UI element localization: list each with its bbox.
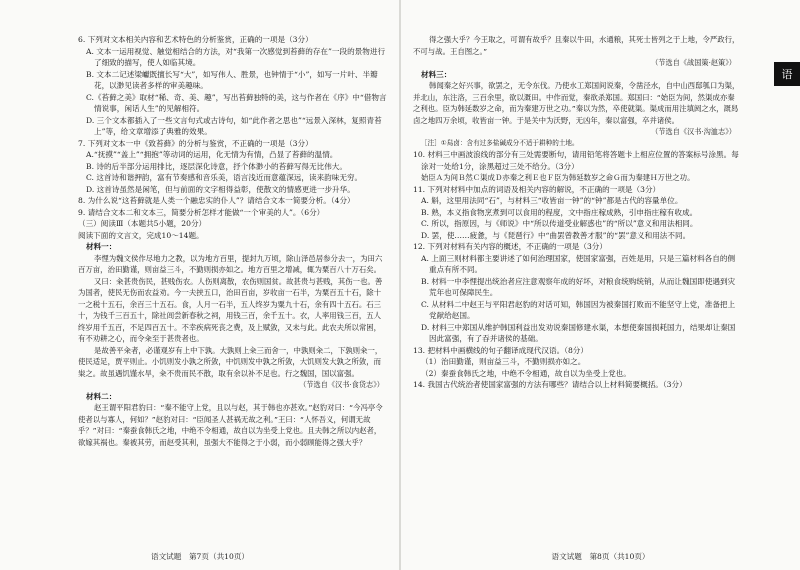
text-line: 9. 请结合文本二和文本三，简要分析怎样才能做“一个审美的人”。（6分） — [78, 207, 325, 217]
text-line: （节选自《战国策·赵策》） — [651, 58, 736, 67]
text-line: （节选自《汉书·食货志》） — [299, 380, 384, 389]
text-line: D. 罢，使……疲惫，与《琵琶行》中“曲罢曾教善才服”的“罢”意义和用法不同。 — [421, 230, 691, 240]
text-line: （节选自《汉书·沟洫志》） — [651, 127, 736, 136]
text-line: A. 文本一运用视觉、触觉相结合的方法，对“我第一次感觉到苔藓的存在”一段的景物进行了细致的描写，使人如临其境。 — [86, 46, 386, 67]
text-line: 又曰：籴甚贵伤民，甚贱伤农。人伤则离散，农伤则国贫。故甚贵与甚贱，其伤一也。善为国者，使民无伤而农益劝。今一夫挟五口，治田百亩，岁收亩一石半，为粟百五十石，除十一之税十五石，余百三十五石。食，人月一石半，五人终岁为粟九十石，余有四十五石。石三十，为钱千三百五十，除社闾尝新春秋之祠，用钱三百，余千五十。衣，人率用钱三百，五人终岁用千五百，不足四百五十。不幸疾病死丧之费，及上赋敛，又未与此。此农夫所以常困，有不劝耕之心，而令籴至于甚贵者也。 — [78, 276, 383, 343]
text-line: （2）秦蚕食韩氏之地，中绝不令相通，故自以为坐受上党也。 — [421, 368, 631, 378]
text-line: 得之强大乎？今王取之，可谓有故乎？且秦以牛田，水通粮，其死士皆列之于上地，令严政行，不可与战。王自图之。” — [413, 35, 740, 56]
text-line: 始臣Ａ为间Ｂ然Ｃ渠成Ｄ亦秦之利Ｅ也Ｆ臣为韩延数岁之命Ｇ而为秦建Ｈ万世之功。 — [421, 173, 695, 182]
text-line: C. 所以，指原因，与《师说》中“所以传道受业解惑也”的“所以”意义和用法相同。 — [421, 219, 698, 228]
text-line: 材料一： — [86, 242, 117, 251]
text-line: 7. 下列对文本一中《致苔藓》的分析与鉴赏，不正确的一项是（3分） — [78, 138, 313, 148]
text-line: 材料二： — [86, 391, 117, 401]
text-line: ［注］①舄卤：含有过多盐碱成分不适于耕种的土地。 — [421, 138, 579, 147]
text-line: B. 诗的后半部分运用排比，逐层深化诗意，抒个体渺小的苔藓写得无比伟大。 — [86, 161, 347, 171]
text-line: A.“抚摸”“盖上”“拥抱”等动词的运用，化无情为有情，凸显了苔藓的温情。 — [86, 150, 338, 159]
text-line: 8. 为什么说“这苔藓就是人类一个融忠实的仆人”？请结合文本一简要分析。（4分） — [78, 196, 355, 205]
right-page — [400, 0, 800, 570]
left-page-footer: 语文试题 第7页（共10页） — [150, 552, 250, 561]
text-line: 赵王谓平阳君豹曰：“秦不能守上党，且以与赵，其于韩也亦甚欢。”赵豹对曰：“今冯亭令使者以与寡人，何如？”赵豹对曰：“臣闻圣人甚祸无故之利。”王曰：“人怀吾义，何谓无故乎？”对曰：“秦蚕食韩氏之地，中绝不令相通，故自以为坐受上党也。且夫韩之所以内赵者，欲嫁其祸也。秦被其劳，而赵受其利，虽强大不能得之于小弱，而小弱顾能得之强大乎？ — [78, 403, 383, 447]
subject-tab: 语 — [774, 62, 800, 86]
text-line: B. 文本二记述梁巘既擅长写“大”，如写伟人、胜景，也钟情于“小”，如写一片叶、半瓣花，以渺见读者多样的审美趣味。 — [86, 69, 378, 90]
text-line: 13. 把材料中画横线的句子翻译成现代汉语。（8分） — [413, 345, 588, 355]
text-line: 14. 我国古代统治者使国家富强的方法有哪些？请结合以上材料简要概括。（3分） — [413, 380, 687, 389]
text-line: 12. 下列对材料有关内容的概述，不正确的一项是（3分） — [413, 242, 607, 251]
text-line: （1）治田勤谨，则亩益三斗，不勤则损亦如之。 — [421, 357, 586, 366]
text-line: 阅读下面的文言文，完成10～14题。 — [78, 230, 204, 240]
text-line: 6. 下列对文本相关内容和艺术特色的分析鉴赏，正确的一项是（3分） — [78, 35, 313, 44]
text-line: D. 材料三中郑国从维护韩国利益出发劝说秦国修建水渠，本想使秦国损耗国力，结果却让秦国因此富强，有了吞并诸侯的基础。 — [421, 322, 736, 343]
text-line: 韩闻秦之好兴事，欲罢之，无令东伐。乃使水工郑国间说秦，令凿泾水，自中山西邸瓠口为渠，并北山，东注洛，三百余里，欲以溉田。中作而觉，秦欲杀郑国。郑国曰：“始臣为间，然渠成亦秦之利也。臣为韩延数岁之命，而为秦建万世之功。”秦以为然，卒使就渠。渠成而用注填阏之水，溉舄卤之地四万余顷，收皆亩一钟。于是关中为沃野，无凶年，秦以富强，卒并诸侯。 — [413, 81, 740, 125]
text-line: A. 上面三则材料都主要讲述了如何治理国家，使国家富强，百姓是用，只是三篇材料各自的侧重点有所不同。 — [421, 253, 736, 274]
text-line: C. 这首诗和谐押韵，富有节奏感和音乐美，语言浅近而意蕴深远，读来韵味无穷。 — [86, 173, 363, 182]
right-column — [413, 34, 740, 544]
page-fold-divider — [399, 0, 401, 570]
text-line: 11. 下列对材料中加点的词语及相关内容的解说，不正确的一项是（3分） — [413, 184, 661, 194]
text-line: 李悝为魏文侯作尽地力之教，以为地方百里，提封九万顷，除山泽邑居参分去一，为田六百万亩，治田勤谨，则亩益三斗，不勤则损亦如之。地方百里之增减，辄为粟百八十万石矣。 — [78, 253, 383, 274]
text-line: C.《苔藓之美》取材“稀、奇、美、趣”，写出苔藓独特的美，这与作者在《序》中“借物言情说事，闲话人生”的见解相符。 — [86, 92, 387, 113]
text-line: （三）阅读Ⅲ（本题共5小题，20分） — [78, 219, 207, 228]
text-line: D. 这首诗虽然是闲笔，但与前面的文字相得益彰，使散文的情感更进一步升华。 — [86, 184, 355, 194]
text-line: 材料三： — [421, 69, 452, 79]
text-line: B. 材料一中李悝提出统治者应注意观察年成的好坏，对粮食统购统销，从而让魏国即使遇到灾荒年也可保障民生。 — [421, 276, 736, 297]
text-line: 是故善平籴者，必谨观岁有上中下孰。大孰则上籴三而舍一，中孰则籴二，下孰则籴一，使民适足，贾平则止。小饥则发小孰之所敛，中饥则发中孰之所敛，大饥则发大孰之所敛，而粜之。故虽遇饥馑水旱，籴不贵而民不散，取有余以补不足也。行之魏国，国以富强。 — [78, 345, 383, 378]
text-line: C. 从材料二中赵王与平阳君赵豹的对话可知，韩国因为被秦国打败而不能坚守上党，准备把上党献给赵国。 — [421, 299, 736, 320]
right-page-footer: 语文试题 第8页（共10页） — [551, 552, 650, 561]
text-line: A. 斛，这里用法同“石”，与材料三“收皆亩一钟”的“钟”都是古代的容量单位。 — [421, 196, 683, 205]
text-line: 10. 材料三中画波浪线的部分有三处需要断句，请用铅笔将答题卡上相应位置的答案标号涂黑。每涂对一处给1分，涂黑超过三处不给分。（3分） — [413, 150, 739, 171]
text-line: B. 熟，本义指食物烹煮到可以食用的程度，文中指庄稼成熟，引申指庄稼有收成。 — [421, 207, 698, 217]
left-column — [78, 34, 388, 544]
text-line: D. 三个文本都插入了一些文言句式或古诗句，如“此作者之思也”“远景入深林，复照青苔上”等，给文章增添了典雅的效果。 — [86, 115, 382, 136]
